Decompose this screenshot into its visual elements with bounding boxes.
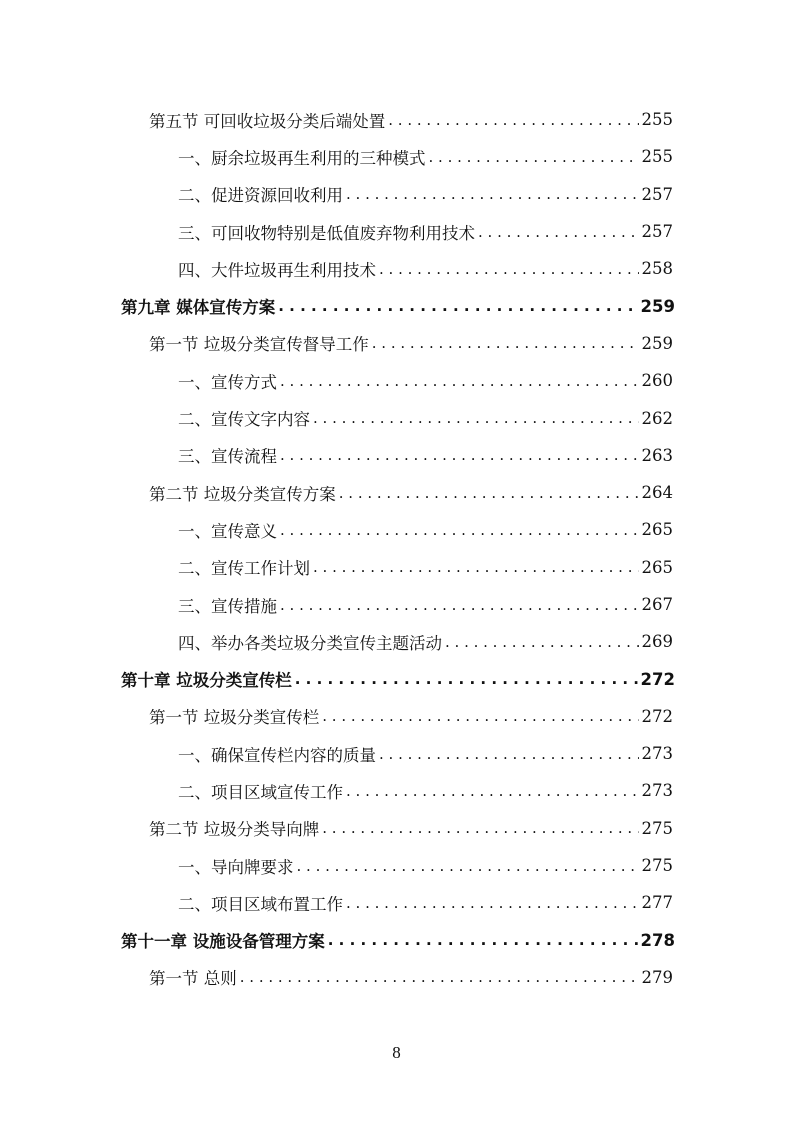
toc-dot-leader (429, 148, 639, 166)
toc-subsection-entry[interactable] (0, 884, 673, 921)
toc-entry-title: 二、促进资源回收利用 (178, 186, 343, 206)
toc-entry-title: 第十一章 设施设备管理方案 (121, 932, 325, 952)
toc-entry-page: 273 (641, 781, 673, 801)
toc-entry-title: 二、项目区域布置工作 (178, 894, 343, 914)
toc-dot-leader (379, 745, 639, 763)
toc-entry-title: 第九章 媒体宣传方案 (121, 298, 276, 318)
toc-entry-title: 二、宣传文字内容 (178, 410, 310, 430)
toc-dot-leader (322, 707, 638, 725)
toc-entry-page: 279 (641, 967, 673, 987)
toc-subsection-entry[interactable] (0, 138, 673, 175)
toc-section-entry[interactable] (0, 810, 673, 847)
toc-dot-leader (339, 484, 639, 502)
toc-entry-page: 255 (641, 110, 673, 130)
toc-entry-title: 一、确保宣传栏内容的质量 (178, 745, 376, 765)
toc-entry-page: 275 (641, 818, 673, 838)
toc-entry-page: 273 (641, 744, 673, 764)
toc-dot-leader (280, 446, 639, 464)
toc-dot-leader (313, 409, 639, 427)
toc-entry-page: 269 (641, 632, 673, 652)
toc-chapter-entry[interactable] (0, 287, 675, 324)
toc-entry-page: 258 (641, 259, 673, 279)
toc-section-entry[interactable] (0, 101, 673, 138)
toc-entry-title: 二、项目区域宣传工作 (178, 782, 343, 802)
toc-subsection-entry[interactable] (0, 549, 673, 586)
toc-entry-page: 259 (640, 296, 675, 316)
toc-subsection-entry[interactable] (0, 399, 673, 436)
toc-entry-title: 四、举办各类垃圾分类宣传主题活动 (178, 633, 442, 653)
toc-subsection-entry[interactable] (0, 176, 673, 213)
toc-subsection-entry[interactable] (0, 362, 673, 399)
toc-dot-leader (346, 782, 639, 800)
toc-chapter-entry[interactable] (0, 660, 675, 697)
toc-entry-title: 一、宣传意义 (178, 521, 277, 541)
toc-dot-leader (346, 185, 639, 203)
toc-entry-title: 三、宣传措施 (178, 596, 277, 616)
toc-dot-leader (278, 297, 637, 315)
toc-dot-leader (372, 334, 639, 352)
toc-subsection-entry[interactable] (0, 772, 673, 809)
toc-entry-page: 263 (641, 445, 673, 465)
toc-subsection-entry[interactable] (0, 586, 673, 623)
toc-entry-page: 278 (640, 930, 675, 950)
toc-entry-page: 267 (641, 595, 673, 614)
toc-chapter-entry[interactable] (0, 922, 675, 959)
table-of-contents (0, 101, 793, 996)
toc-dot-leader (379, 260, 639, 278)
toc-entry-title: 四、大件垃圾再生利用技术 (178, 260, 376, 280)
toc-entry-title: 第二节 垃圾分类宣传方案 (149, 484, 336, 504)
toc-entry-page: 265 (641, 520, 673, 540)
toc-entry-title: 第十章 垃圾分类宣传栏 (121, 671, 292, 691)
toc-entry-page: 277 (641, 893, 673, 913)
toc-entry-title: 第一节 垃圾分类宣传督导工作 (149, 335, 369, 355)
toc-entry-page: 264 (641, 483, 673, 503)
toc-subsection-entry[interactable] (0, 437, 673, 474)
toc-entry-page: 260 (641, 371, 673, 391)
toc-section-entry[interactable] (0, 474, 673, 511)
toc-entry-title: 第二节 垃圾分类导向牌 (149, 820, 320, 840)
toc-dot-leader (313, 558, 639, 576)
toc-dot-leader (328, 931, 638, 949)
toc-subsection-entry[interactable] (0, 623, 673, 660)
toc-entry-page: 275 (641, 856, 673, 876)
toc-dot-leader (280, 596, 639, 614)
toc-subsection-entry[interactable] (0, 847, 673, 884)
toc-entry-title: 一、导向牌要求 (178, 857, 294, 877)
toc-entry-title: 三、宣传流程 (178, 447, 277, 467)
toc-entry-title: 一、宣传方式 (178, 372, 277, 392)
toc-entry-title: 第一节 垃圾分类宣传栏 (149, 708, 320, 728)
toc-entry-page: 262 (641, 408, 673, 428)
toc-entry-page: 255 (641, 147, 673, 167)
toc-dot-leader (240, 968, 639, 986)
toc-subsection-entry[interactable] (0, 511, 673, 548)
toc-entry-title: 第五节 可回收垃圾分类后端处置 (149, 111, 386, 131)
toc-subsection-entry[interactable] (0, 735, 673, 772)
toc-dot-leader (346, 894, 639, 912)
toc-dot-leader (280, 372, 639, 390)
toc-dot-leader (297, 857, 639, 875)
toc-entry-page: 257 (641, 184, 673, 204)
toc-entry-title: 一、厨余垃圾再生利用的三种模式 (178, 148, 426, 168)
toc-entry-title: 第一节 总则 (149, 969, 237, 989)
toc-entry-page: 257 (641, 222, 673, 242)
toc-subsection-entry[interactable] (0, 250, 673, 287)
toc-entry-title: 二、宣传工作计划 (178, 559, 310, 579)
toc-dot-leader (280, 521, 639, 539)
toc-dot-leader (322, 819, 638, 837)
toc-dot-leader (388, 111, 638, 129)
toc-dot-leader (478, 223, 639, 241)
toc-entry-title: 三、可回收物特别是低值废弃物利用技术 (178, 223, 475, 243)
toc-section-entry[interactable] (0, 325, 673, 362)
toc-section-entry[interactable] (0, 959, 673, 996)
toc-entry-page: 265 (641, 557, 673, 577)
toc-dot-leader (445, 633, 639, 651)
page-number: 8 (392, 1043, 401, 1062)
toc-entry-page: 259 (641, 333, 673, 353)
toc-section-entry[interactable] (0, 698, 673, 735)
toc-entry-page: 272 (641, 706, 673, 726)
toc-entry-page: 272 (640, 669, 675, 689)
toc-subsection-entry[interactable] (0, 213, 673, 250)
toc-dot-leader (295, 670, 638, 688)
